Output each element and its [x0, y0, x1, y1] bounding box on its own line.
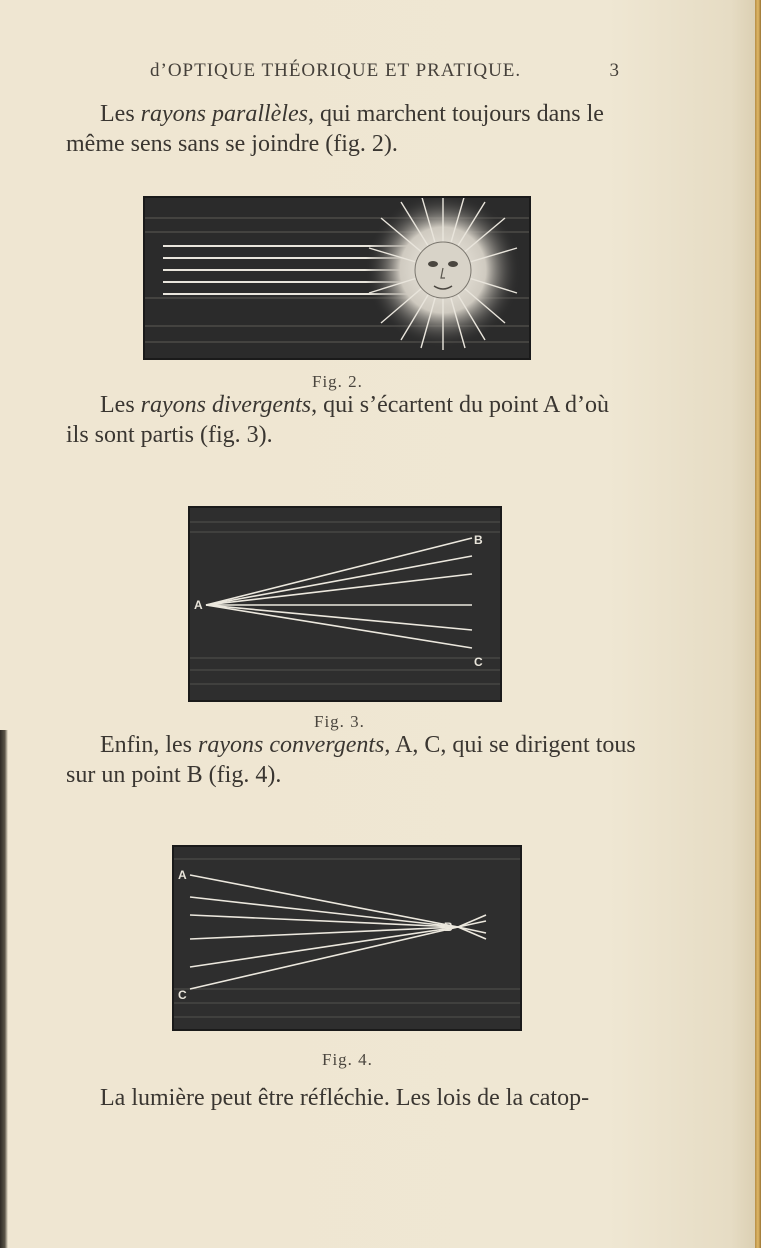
running-title: d’OPTIQUE THÉORIQUE ET PRATIQUE.: [150, 60, 522, 81]
paragraph-reflection: La lumière peut être réfléchie. Les lois de la catop-: [100, 1085, 590, 1111]
point-b-label: B: [474, 533, 483, 547]
paragraph-line-1: Enfin, les rayons convergents, A, C, qui se dirigent tous: [100, 732, 636, 758]
paragraph-convergent-rays: [66, 730, 680, 790]
figure-3-divergent-rays: [188, 506, 502, 702]
figure-3-illustration: [190, 508, 500, 700]
paragraph-line-1: Les rayons parallèles, qui marchent toujours dans le: [100, 101, 604, 127]
figure-2-parallel-rays: [143, 196, 531, 360]
page-shadow-edge: [0, 730, 8, 1248]
paragraph-line-2: ils sont partis (fig. 3).: [66, 422, 273, 448]
page-number: 3: [609, 60, 620, 81]
paragraph-line-1: Les rayons divergents, qui s’écartent du point A d’où: [100, 392, 610, 418]
figure-2-illustration: [145, 198, 529, 358]
figure-3-caption: Fig. 3.: [314, 712, 365, 731]
term-convergent-rays: rayons convergents: [197, 732, 385, 758]
point-a-label: A: [178, 868, 187, 882]
figure-4-convergent-rays: [172, 845, 522, 1031]
point-c-label: C: [178, 988, 187, 1002]
figure-2-caption: Fig. 2.: [312, 372, 363, 391]
running-header: [150, 60, 620, 82]
term-parallel-rays: rayons parallèles: [140, 101, 308, 127]
figure-4-illustration: [174, 847, 520, 1029]
paragraph-divergent-rays: [66, 390, 660, 450]
paragraph-line-2: sur un point B (fig. 4).: [66, 762, 282, 788]
term-divergent-rays: rayons divergents: [140, 392, 312, 418]
point-b-label: B: [444, 920, 453, 934]
paragraph-line-2: même sens sans se joindre (fig. 2).: [66, 131, 398, 157]
figure-4-caption: Fig. 4.: [322, 1050, 373, 1069]
book-spine-edge: [755, 0, 761, 1248]
point-c-label: C: [474, 655, 483, 669]
point-a-label: A: [194, 598, 203, 612]
paragraph-parallel-rays: [66, 99, 660, 159]
